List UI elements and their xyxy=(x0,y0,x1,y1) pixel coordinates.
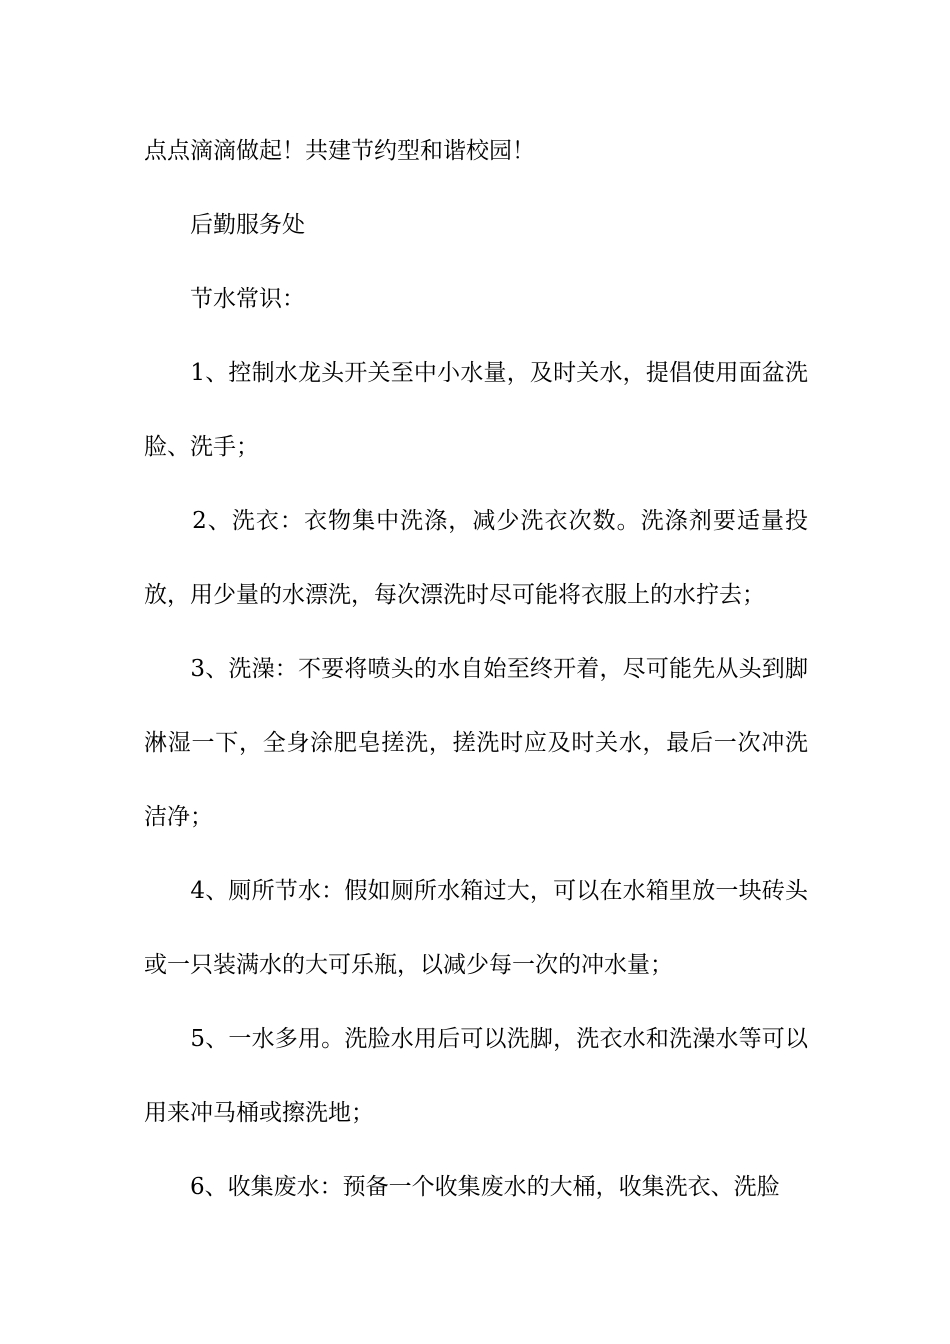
paragraph-tip-3: 3、洗澡：不要将喷头的水自始至终开着，尽可能先从头到脚淋湿一下，全身涂肥皂搓洗，搓洗时应及时关水，最后一次冲洗洁净； xyxy=(144,656,808,830)
paragraph-tip-6: 6、收集废水：预备一个收集废水的大桶，收集洗衣、洗脸 xyxy=(144,1174,780,1200)
paragraph-tip-4: 4、厕所节水：假如厕所水箱过大，可以在水箱里放一块砖头或一只装满水的大可乐瓶，以减少每一次的冲水量； xyxy=(144,878,808,978)
paragraph-signature: 后勤服务处 xyxy=(144,212,305,238)
paragraph-section-heading: 节水常识： xyxy=(144,286,305,312)
document-body xyxy=(144,114,808,1224)
paragraph-tip-2: 2、洗衣：衣物集中洗涤，减少洗衣次数。洗涤剂要适量投放，用少量的水漂洗，每次漂洗时尽可能将衣服上的水拧去； xyxy=(144,508,808,608)
paragraph-tip-1: 1、控制水龙头开关至中小水量，及时关水，提倡使用面盆洗脸、洗手； xyxy=(144,360,808,460)
paragraph-closing-slogan: 点点滴滴做起！共建节约型和谐校园！ xyxy=(144,138,535,164)
paragraph-tip-5: 5、一水多用。洗脸水用后可以洗脚，洗衣水和洗澡水等可以用来冲马桶或擦洗地； xyxy=(144,1026,808,1126)
